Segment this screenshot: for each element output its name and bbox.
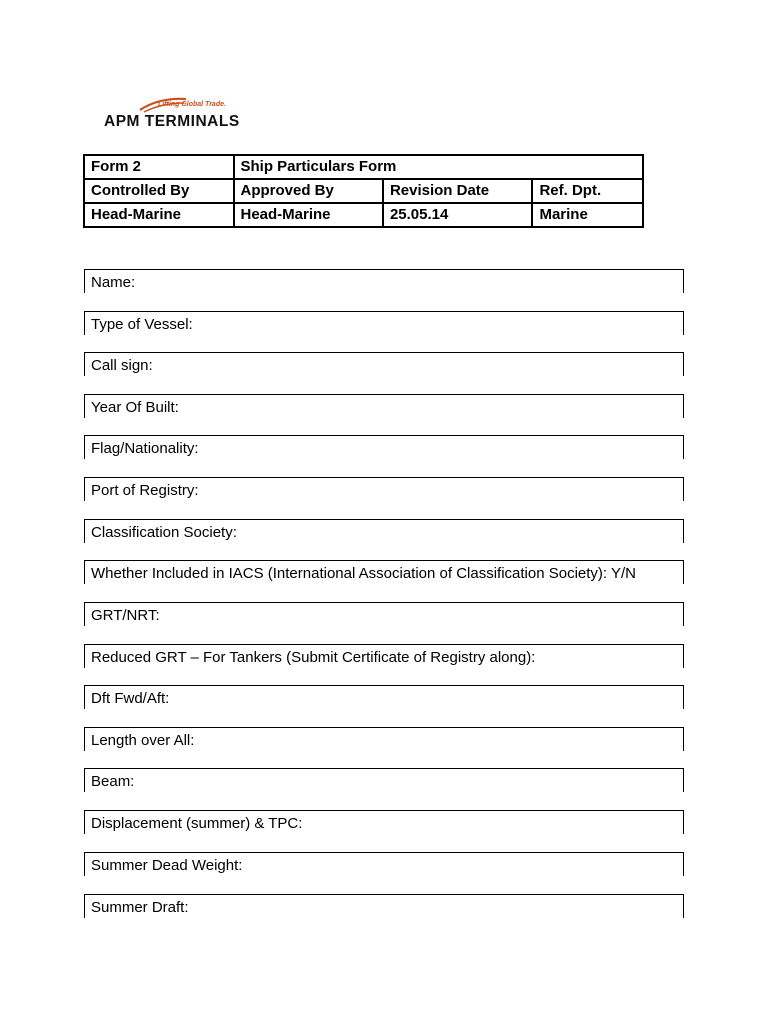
field-classification-society[interactable]: Classification Society: xyxy=(84,519,684,543)
field-name[interactable]: Name: xyxy=(84,269,684,293)
field-grt-nrt[interactable]: GRT/NRT: xyxy=(84,602,684,626)
form-number: Form 2 xyxy=(84,155,234,179)
logo-brand: APM TERMINALS xyxy=(104,113,240,130)
approved-by-value: Head-Marine xyxy=(234,203,383,227)
field-type-of-vessel[interactable]: Type of Vessel: xyxy=(84,311,684,335)
logo-tagline: Lifting Global Trade. xyxy=(158,101,226,108)
header-row-values xyxy=(84,203,643,227)
field-summer-dead-weight[interactable]: Summer Dead Weight: xyxy=(84,852,684,876)
revision-date-label: Revision Date xyxy=(383,179,533,203)
field-year-of-built[interactable]: Year Of Built: xyxy=(84,394,684,418)
field-summer-draft[interactable]: Summer Draft: xyxy=(84,894,684,918)
form-title: Ship Particulars Form xyxy=(234,155,644,179)
field-call-sign[interactable]: Call sign: xyxy=(84,352,684,376)
ref-dpt-label: Ref. Dpt. xyxy=(532,179,643,203)
field-beam[interactable]: Beam: xyxy=(84,768,684,792)
field-reduced-grt[interactable]: Reduced GRT – For Tankers (Submit Certificate of Registry along): xyxy=(84,644,684,668)
ref-dpt-value: Marine xyxy=(532,203,643,227)
field-length-over-all[interactable]: Length over All: xyxy=(84,727,684,751)
form-header-table xyxy=(83,154,644,228)
controlled-by-label: Controlled By xyxy=(84,179,234,203)
controlled-by-value: Head-Marine xyxy=(84,203,234,227)
field-dft-fwd-aft[interactable]: Dft Fwd/Aft: xyxy=(84,685,684,709)
apm-terminals-logo xyxy=(100,96,290,136)
header-row-labels xyxy=(84,179,643,203)
field-port-of-registry[interactable]: Port of Registry: xyxy=(84,477,684,501)
revision-date-value: 25.05.14 xyxy=(383,203,533,227)
field-flag-nationality[interactable]: Flag/Nationality: xyxy=(84,435,684,459)
field-iacs[interactable]: Whether Included in IACS (International Association of Classification Society): Y/N xyxy=(84,560,684,584)
field-displacement-tpc[interactable]: Displacement (summer) & TPC: xyxy=(84,810,684,834)
header-row-form xyxy=(84,155,643,179)
approved-by-label: Approved By xyxy=(234,179,383,203)
